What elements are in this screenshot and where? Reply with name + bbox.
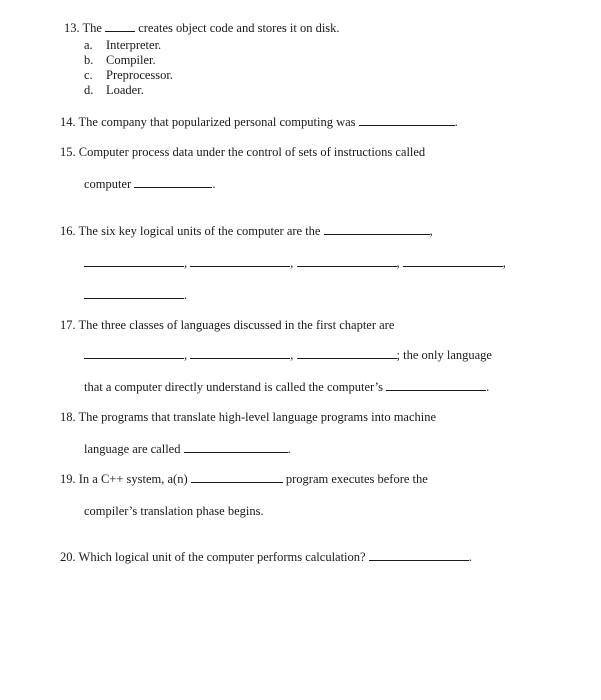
q17-line-3 xyxy=(84,380,489,394)
q17-line-1 xyxy=(60,318,394,332)
q20-blank[interactable] xyxy=(369,550,469,561)
q13-option-d-letter: d. xyxy=(84,83,94,97)
q17-blank-1[interactable] xyxy=(84,348,184,359)
q18-line-2 xyxy=(84,442,291,456)
q16-blank-4[interactable] xyxy=(297,256,397,267)
q17-number: 17. xyxy=(60,318,76,332)
q16-line-3 xyxy=(84,288,187,302)
q16-blank-1[interactable] xyxy=(324,224,430,235)
q18-period: . xyxy=(287,442,291,456)
q19-text-line-2: compiler’s translation phase begins. xyxy=(84,504,264,518)
q19-line-1 xyxy=(60,472,428,486)
q13-blank[interactable] xyxy=(105,21,135,32)
q13-option-c-text: Preprocessor. xyxy=(106,68,173,82)
q20-period: . xyxy=(468,550,472,564)
q13-option-b-letter: b. xyxy=(84,53,94,67)
q18-blank[interactable] xyxy=(184,442,288,453)
q15-blank[interactable] xyxy=(134,177,212,188)
q16-blank-2[interactable] xyxy=(84,256,184,267)
q15-text-line-1: Computer process data under the control of sets of instructions called xyxy=(78,145,426,159)
q16-line-2 xyxy=(84,256,506,270)
q16-line-1 xyxy=(60,224,433,238)
q16-comma-3: , xyxy=(290,256,294,270)
q17-period: . xyxy=(486,380,490,394)
q14-period: . xyxy=(454,115,458,129)
q14-line xyxy=(60,115,458,129)
q16-comma-1: , xyxy=(429,224,433,238)
q20-number: 20. xyxy=(60,550,76,564)
q19-blank[interactable] xyxy=(191,472,283,483)
q16-comma-4: , xyxy=(396,256,400,270)
q17-text-line-3: that a computer directly understand is called the computer’s xyxy=(84,380,383,394)
q14-blank[interactable] xyxy=(359,115,455,126)
q18-line-1 xyxy=(60,410,436,424)
q16-comma-2: , xyxy=(184,256,188,270)
q16-blank-3[interactable] xyxy=(190,256,290,267)
q13-option-d-text: Loader. xyxy=(106,83,144,97)
q18-number: 18. xyxy=(60,410,76,424)
q13-option-a-text: Interpreter. xyxy=(106,38,162,52)
q13-option-a xyxy=(84,38,161,52)
q17-comma-1: , xyxy=(184,348,188,362)
q19-text-after: program executes before the xyxy=(285,472,428,486)
q18-text-line-1: The programs that translate high-level language programs into machine xyxy=(78,410,437,424)
q19-text-before: In a C++ system, a(n) xyxy=(78,472,188,486)
q17-comma-2: , xyxy=(290,348,294,362)
q20-text: Which logical unit of the computer performs calculation? xyxy=(78,550,366,564)
q13-option-b xyxy=(84,53,156,67)
q13-option-b-text: Compiler. xyxy=(106,53,156,67)
q17-blank-3[interactable] xyxy=(297,348,397,359)
q17-blank-2[interactable] xyxy=(190,348,290,359)
q16-blank-5[interactable] xyxy=(403,256,503,267)
q13-option-d xyxy=(84,83,144,97)
q17-text-line-1: The three classes of languages discussed in the first chapter are xyxy=(78,318,395,332)
q17-blank-4[interactable] xyxy=(386,380,486,391)
q16-blank-6[interactable] xyxy=(84,288,184,299)
q14-number: 14. xyxy=(60,115,76,129)
q17-text-after-third: ; the only language xyxy=(396,348,492,362)
q13-option-a-letter: a. xyxy=(84,38,93,52)
q18-text-line-2: language are called xyxy=(84,442,181,456)
q13-option-c xyxy=(84,68,173,82)
q16-comma-5: , xyxy=(502,256,506,270)
q15-period: . xyxy=(212,177,216,191)
q13-option-c-letter: c. xyxy=(84,68,93,82)
q13-number: 13. xyxy=(64,21,80,35)
q14-text: The company that popularized personal computing was xyxy=(78,115,356,129)
q20-line xyxy=(60,550,472,564)
q17-line-2 xyxy=(84,348,492,362)
q19-line-2 xyxy=(84,504,264,518)
q15-line-2 xyxy=(84,177,215,191)
q13-line xyxy=(64,21,340,35)
q16-text: The six key logical units of the computer are the xyxy=(78,224,321,238)
q13-text-after: creates object code and stores it on disk. xyxy=(138,21,340,35)
q19-number: 19. xyxy=(60,472,76,486)
q16-number: 16. xyxy=(60,224,76,238)
q13-text-before: The xyxy=(82,21,102,35)
q15-text-line-2: computer xyxy=(84,177,132,191)
q16-period: . xyxy=(184,288,188,302)
q15-line-1 xyxy=(60,145,425,159)
q15-number: 15. xyxy=(60,145,76,159)
